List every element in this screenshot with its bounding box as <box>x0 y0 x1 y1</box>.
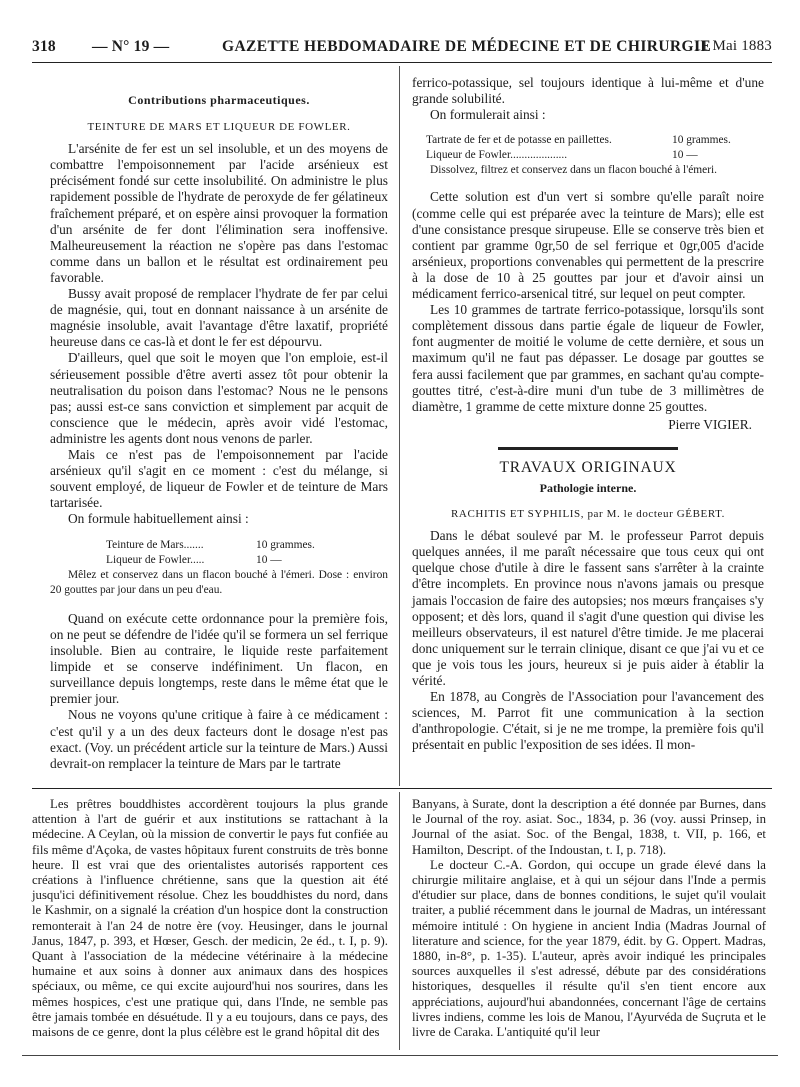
paragraph: Les 10 grammes de tartrate ferrico-potassique, lorsqu'ils sont complètement dissous dans partie égale de liqueur de Fowler, font augmenter de moitié le volume de cette dernière, et sous un maximum qu'il ne faut pas dépasser. Le dosage par gouttes se fera aussi facilement que par grammes, en sachant qu'au compte-gouttes titré, c'est-à-dire muni d'un tube de 3 millimètres de diamètre, 1 gramme de cette mixture donne 25 gouttes. <box>412 302 764 414</box>
recipe-line <box>426 148 758 163</box>
feuilleton-right-column <box>412 797 766 1040</box>
feuilleton-rule <box>32 788 772 789</box>
paragraph: D'ailleurs, quel que soit le moyen que l'on emploie, est-il sérieusement possible d'être averti assez tôt pour obtenir la neutralisation du poison dans l'estomac? Nous ne le pensons pas; aussi est-ce sans conviction et simplement par acquit de conscience que le médecin, après avoir vidé l'estomac, administre les agents dont nous venons de parler. <box>50 350 388 446</box>
subsection-heading: Pathologie interne. <box>539 480 637 495</box>
journal-title: GAZETTE HEBDOMADAIRE DE MÉDECINE ET DE CHIRURGIE <box>222 38 712 55</box>
recipe-ingredient: Teinture de Mars....... <box>106 539 204 552</box>
recipe-ingredient: Liqueur de Fowler.................... <box>426 149 568 162</box>
article-title: RACHITIS ET SYPHILIS, par M. le docteur GÉBERT. <box>451 508 725 521</box>
header-rule <box>32 62 772 63</box>
left-column <box>50 92 388 772</box>
recipe-note: Dissolvez, filtrez et conservez dans un flacon bouché à l'émeri. <box>430 164 718 177</box>
recipe-line <box>106 553 374 568</box>
issue-date: 11 Mai 1883 <box>693 38 772 54</box>
recipe-ingredient: Liqueur de Fowler..... <box>106 554 205 567</box>
paragraph: L'arsénite de fer est un sel insoluble, et un des moyens de combattre l'empoisonnement par l'acide arsénieux est précisément fondé sur cette insolubilité. On administre le plus rapidement possible de l'hydrate de peroxyde de fer gélatineux fraîchement préparé, et on espère ainsi provoquer la formation d'un arsénite de fer dont l'élimination sera inoffensive. Malheureusement la réaction ne s'opère pas dans l'estomac comme dans un ballon et le résultat est ordinairement peu favorable. <box>50 141 388 285</box>
paragraph: On formulerait ainsi : <box>430 107 546 123</box>
column-separator <box>399 66 400 786</box>
paragraph: On formule habituellement ainsi : <box>68 511 249 527</box>
section-heading: TRAVAUX ORIGINAUX <box>499 458 677 476</box>
page-header <box>32 38 772 58</box>
paragraph: Cette solution est d'un vert si sombre qu'elle paraît noire (comme celle qui est préparée avec la teinture de Mars); elle est d'une consistance presque sirupeuse. Elle se conserve très bien et contient par gramme 0gr,50 de sel ferrique et 0gr,005 d'acide arsénieux, proportions convenables qui permettent de la prescrire à la dose de 10 à 25 gouttes par jour et d'avoir ainsi un médicament ferrico-arsenical titré, sur lequel on peut compter. <box>412 189 764 302</box>
page-number: 318 <box>32 38 56 55</box>
recipe-ingredient: Tartrate de fer et de potasse en paillettes. <box>426 134 612 147</box>
recipe-quantity: 10 grammes. <box>256 539 315 552</box>
paragraph: Banyans, à Surate, dont la description a été donnée par Burnes, dans le Journal of the roy. asiat. Soc., 1834, p. 36 (voy. aussi Prinsep, in Journal of the asiat. Soc. of the Bengal, 1838, t. VII, p. 166, et Hamilton, Descript. of the Indoustan, t. I, p. 718). <box>412 797 766 857</box>
footer-rule <box>22 1055 778 1056</box>
paragraph: Quand on exécute cette ordonnance pour la première fois, on ne peut se défendre de l'idée qu'il se formera un sel ferrique insoluble. Bien au contraire, le liquide reste parfaitement limpide et se conserve indéfiniment. Un flacon, en surveillance depuis longtemps, reste dans le même état que le premier jour. <box>50 610 388 707</box>
column-separator <box>399 792 400 1050</box>
recipe-note: Mêlez et conservez dans un flacon bouché à l'émeri. Dose : environ 20 gouttes par jour dans un peu d'eau. <box>50 569 388 596</box>
paragraph: Dans le débat soulevé par M. le professeur Parrot depuis quelques années, il me paraît nécessaire que tous ceux qui ont quelque chose d'utile à dire le fassent sans s'arrêter à la crainte d'être incomplets. En province nous n'avons jamais ou presque jamais l'occasion de faire des autopsies; nos mœurs françaises s'y opposent; et dès lors, quand il s'agit d'une question qui divise les meilleurs observateurs, il est naturel d'être timide. Je me placerai donc uniquement sur le terrain clinique, disant ce que j'ai vu et ce que je vois tous les jours, heureux si je puis aider à établir la vérité. <box>412 528 764 689</box>
recipe-quantity: 10 grammes. <box>672 134 731 147</box>
paragraph: Bussy avait proposé de remplacer l'hydrate de fer par celui de magnésie, qui, tout en donnant naissance à un arsénite de magnésie insoluble, avait l'avantage d'être laxatif, propriété heureuse dans ce cas-là et dont le fer est dépourvu. <box>50 286 388 350</box>
section-divider <box>498 447 678 450</box>
recipe-block <box>426 133 758 163</box>
paragraph: Nous ne voyons qu'une critique à faire à ce médicament : c'est qu'il y a un des deux facteurs dont le dosage n'est pas exact. (Voy. un précédent article sur la teinture de Mars.) Aussi devrait-on remplacer la teinture de Mars par le tartrate <box>50 707 388 771</box>
paragraph: ferrico-potassique, sel toujours identique à lui-même et d'une grande solubilité. <box>412 75 764 107</box>
section-heading: Contributions pharmaceutiques. <box>128 93 310 107</box>
recipe-block <box>106 538 374 568</box>
right-column <box>412 75 764 753</box>
recipe-line <box>106 538 374 553</box>
recipe-quantity: 10 — <box>672 149 698 162</box>
article-title: TEINTURE DE MARS ET LIQUEUR DE FOWLER. <box>87 121 351 134</box>
paragraph: Mais ce n'est pas de l'empoisonnement par l'acide arsénieux qu'il s'agit en ce moment : c'est du mélange, si souvent employé, de liqueur de Fowler et de teinture de Mars tartarisée. <box>50 446 388 511</box>
paragraph: Les prêtres bouddhistes accordèrent toujours la plus grande attention à l'art de guérir et aux institutions se rattachant à la médecine. A Ceylan, où la mission de convertir le pays fut confiée au fils même d'Açoka, de vastes hôpitaux furent construits de très bonne heure. Il est vrai que des orientalistes autorisés rapportent ces créations à l'influence chrétienne, sans que la question ait été jusqu'ici définitivement résolue. Chez les bouddhistes du nord, dans le Kashmir, on a signalé la création d'un hospice dont la construction remonterait à l'an 24 de notre ère (voy. Heusinger, dans le journal Janus, 1847, p. 393, et Hœser, Gesch. der medicin, 2e éd., t. I, p. 9). Quant à l'association de la médecine vétérinaire à la médecine humaine et aux soins à donner aux animaux dans des hospices spéciaux, ou même, ce qui excite aujourd'hui nos sourires, dans les mêmes hospices, c'est une pratique qui, dans l'Inde, ne semble pas être jamais tombée en désuétude. Il y a eu toujours, dans ce pays, des maisons de ce genre, dont la plus célèbre est le grand hôpital dit des <box>32 797 388 1040</box>
recipe-quantity: 10 — <box>256 554 282 567</box>
feuilleton-left-column <box>32 797 388 1040</box>
paragraph: En 1878, au Congrès de l'Association pour l'avancement des sciences, M. Parrot fit une communication à la section d'anthropologie. C'était, si je ne me trompe, la première fois qu'il présentait en public l'exposition de ses idées. Il mon- <box>412 689 764 753</box>
paragraph: Le docteur C.-A. Gordon, qui occupe un grade élevé dans la chirurgie militaire anglaise, et à qui un séjour dans l'Inde a permis d'étudier sur place, dans de bonnes conditions, le sujet qu'il voulait traiter, a publié récemment dans le journal de Madras, un intéressant mémoire intitulé : On hygiene in ancient India (Madras Journal of literature and science, for the year 1879, édit. by G. Oppert. Madras, 1880, in-8°, p. 1-35). L'auteur, après avoir indiqué les principales sources auxquelles il s'est adressé, débute par des considérations historiques, desquelles il résulte qu'il s'en tient encore aux appréciations, aujourd'hui abandonnées, concernant l'âge de certains livres indiens, comme les lois de Manou, l'Ayurvéda de Suçruta et le livre de Caraka. L'antiquité qu'il leur <box>412 857 766 1040</box>
author-signature: Pierre VIGIER. <box>668 416 752 432</box>
recipe-line <box>426 133 758 148</box>
issue-number: — N° 19 — <box>92 38 170 55</box>
